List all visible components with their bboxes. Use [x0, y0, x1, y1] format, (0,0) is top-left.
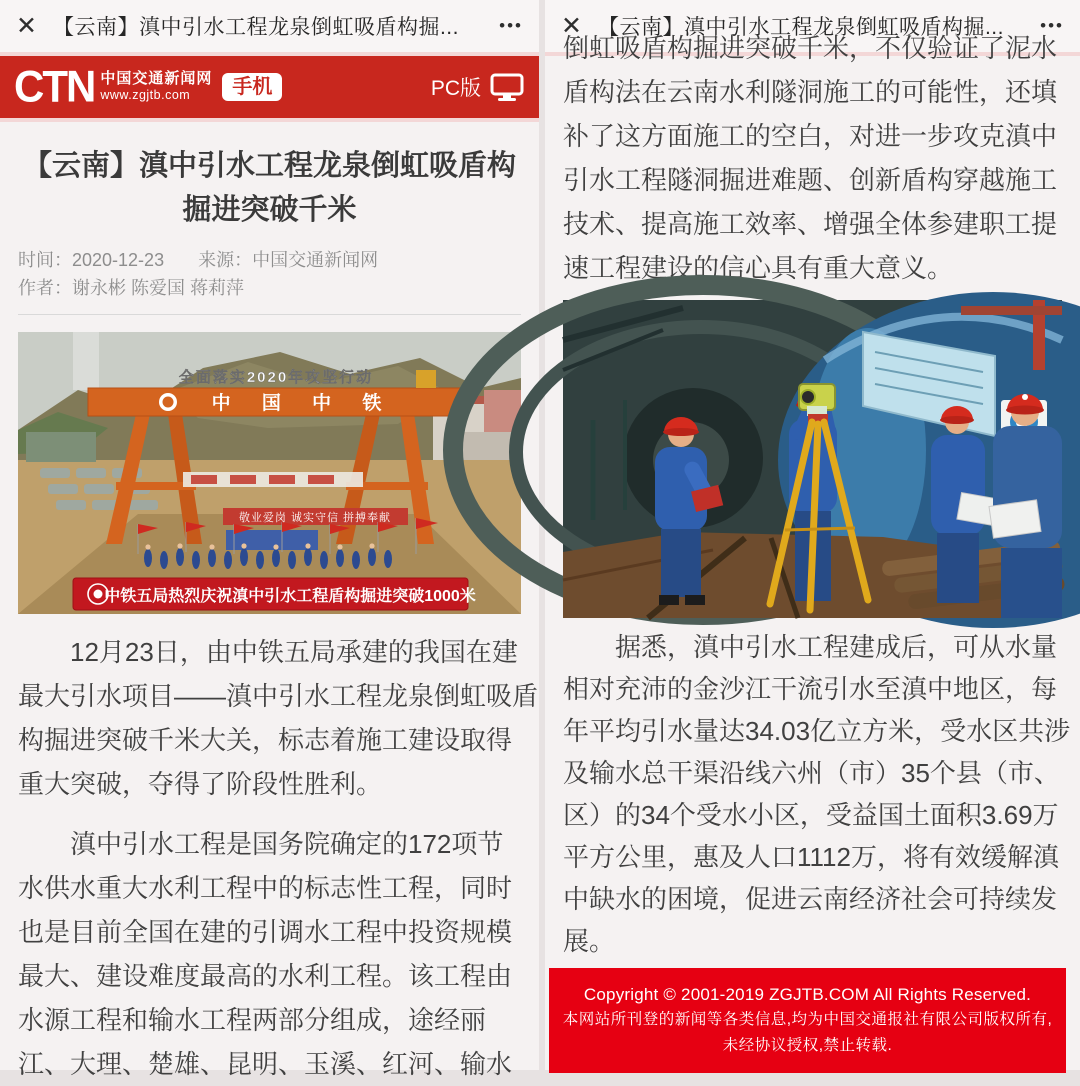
left-titlebar	[0, 0, 539, 52]
copyright-line: Copyright © 2001-2019 ZGJTB.COM All Rights Reserved.	[583, 985, 1032, 1004]
text-line: 滇中引水工程是国务院确定的172项节	[18, 829, 504, 859]
text-line: 区）的34个受水小区，受益国土面积3.69万	[563, 800, 1059, 830]
paragraph-1	[18, 630, 539, 806]
article-body-left	[0, 144, 539, 1086]
header-divider	[0, 118, 539, 122]
meta-time: 时间：2020-12-23	[18, 250, 165, 270]
meta-author: 作者：谢永彬 陈爱国 蒋莉萍	[18, 278, 245, 298]
crane-text: 中 国 中 铁	[211, 393, 395, 414]
text-line: 盾构法在云南水利隧洞施工的可能性，还填	[563, 77, 1058, 107]
mobile-badge[interactable]: 手机	[222, 73, 282, 101]
pc-version-link[interactable]	[431, 71, 525, 103]
text-line: 掘进突破千米	[182, 194, 357, 226]
text-line: 据悉，滇中引水工程建成后，可从水量	[563, 632, 1058, 662]
text-line: 水供水重大水利工程中的标志性工程，同时	[18, 873, 513, 903]
meta-row-1	[18, 246, 521, 274]
right-screenshot-panel	[545, 0, 1080, 1070]
monitor-icon	[489, 71, 525, 103]
site-name: 中国交通新闻网	[100, 69, 213, 87]
site-name-block	[100, 71, 212, 103]
site-url: www.zgjtb.com	[100, 88, 191, 103]
site-header	[0, 56, 539, 118]
text-line: 江、大理、楚雄、昆明、玉溪、红河、输水	[18, 1049, 513, 1079]
text-line: 相对充沛的金沙江干流引水至滇中地区，每	[563, 674, 1058, 704]
text-line: 【云南】滇中引水工程龙泉倒虹吸盾构	[22, 150, 516, 182]
page-title: 【云南】滇中引水工程龙泉倒虹吸盾构掘...	[597, 16, 1004, 39]
ctn-logo[interactable]: CTN	[14, 61, 95, 112]
meta-source: 来源：中国交通新闻网	[198, 250, 379, 270]
text-line: 速工程建设的信心具有重大意义。	[563, 253, 954, 283]
text-line: 年平均引水量达34.03亿立方米，受水区共涉	[563, 716, 1071, 746]
more-menu-icon[interactable]: •••	[499, 16, 523, 35]
pc-version-label: PC版	[430, 77, 481, 100]
text-line: 也是目前全国在建的引调水工程中投资规模	[18, 917, 513, 947]
svg-text:敬业爱岗 诚实守信 拼搏奉献: 敬业爱岗 诚实守信 拼搏奉献	[238, 512, 392, 524]
meta-divider	[18, 314, 521, 315]
paragraph-2	[18, 822, 521, 1086]
more-menu-icon[interactable]: •••	[1040, 16, 1064, 35]
text-line: 中缺水的困境，促进云南经济社会可持续发	[563, 884, 1058, 914]
chimney	[73, 332, 99, 390]
text-line: 最大引水项目——滇中引水工程龙泉倒虹吸盾	[18, 681, 539, 711]
text-line: 补了这方面施工的空白，对进一步攻克滇中	[563, 121, 1058, 151]
left-screenshot-panel	[0, 0, 539, 1079]
text-line: 重大突破，夺得了阶段性胜利。	[18, 769, 383, 799]
banner-text: 中铁五局热烈庆祝滇中引水工程盾构掘进突破1000米	[104, 588, 476, 605]
article-title	[18, 144, 521, 232]
celebration-banner	[73, 578, 476, 610]
article-body-right	[545, 33, 1080, 962]
clipped-text-line: 倒虹吸盾构掘进突破千米，不仅验证了泥水	[563, 33, 1058, 63]
paragraph-4	[563, 626, 1071, 962]
rights-line-1: 本网站所刊登的新闻等各类信息,均为中国交通报社有限公司版权所有,	[562, 1011, 1053, 1028]
close-icon[interactable]: ✕	[16, 11, 37, 40]
paragraph-3	[563, 70, 1062, 290]
crane-top-banner: 全面落实2020年攻坚行动	[178, 369, 374, 386]
text-line: 引水工程隧洞掘进难题、创新盾构穿越施工	[563, 165, 1058, 195]
article-meta	[18, 246, 521, 302]
text-line: 构掘进突破千米大关，标志着施工建设取得	[18, 725, 513, 755]
text-line: 平方公里，惠及人口1112万，将有效缓解滇	[563, 842, 1059, 872]
site-footer	[549, 968, 1066, 1073]
page-title: 【云南】滇中引水工程龙泉倒虹吸盾构掘...	[52, 16, 459, 39]
text-line: 12月23日，由中铁五局承建的我国在建	[18, 637, 518, 667]
text-line: 技术、提高施工效率、增强全体参建职工提	[563, 209, 1058, 239]
text-line: 展。	[563, 926, 616, 956]
text-line: 水源工程和输水工程两部分组成，途经丽	[18, 1005, 487, 1035]
close-icon[interactable]: ✕	[561, 11, 582, 40]
rights-line-2: 未经协议授权,禁止转载.	[722, 1037, 893, 1054]
article-photo-tunnel-survey	[563, 300, 1062, 618]
text-line: 及输水总干渠沿线六州（市）35个县（市、	[563, 758, 1060, 788]
text-line: 最大、建设难度最高的水利工程。该工程由	[18, 961, 513, 991]
